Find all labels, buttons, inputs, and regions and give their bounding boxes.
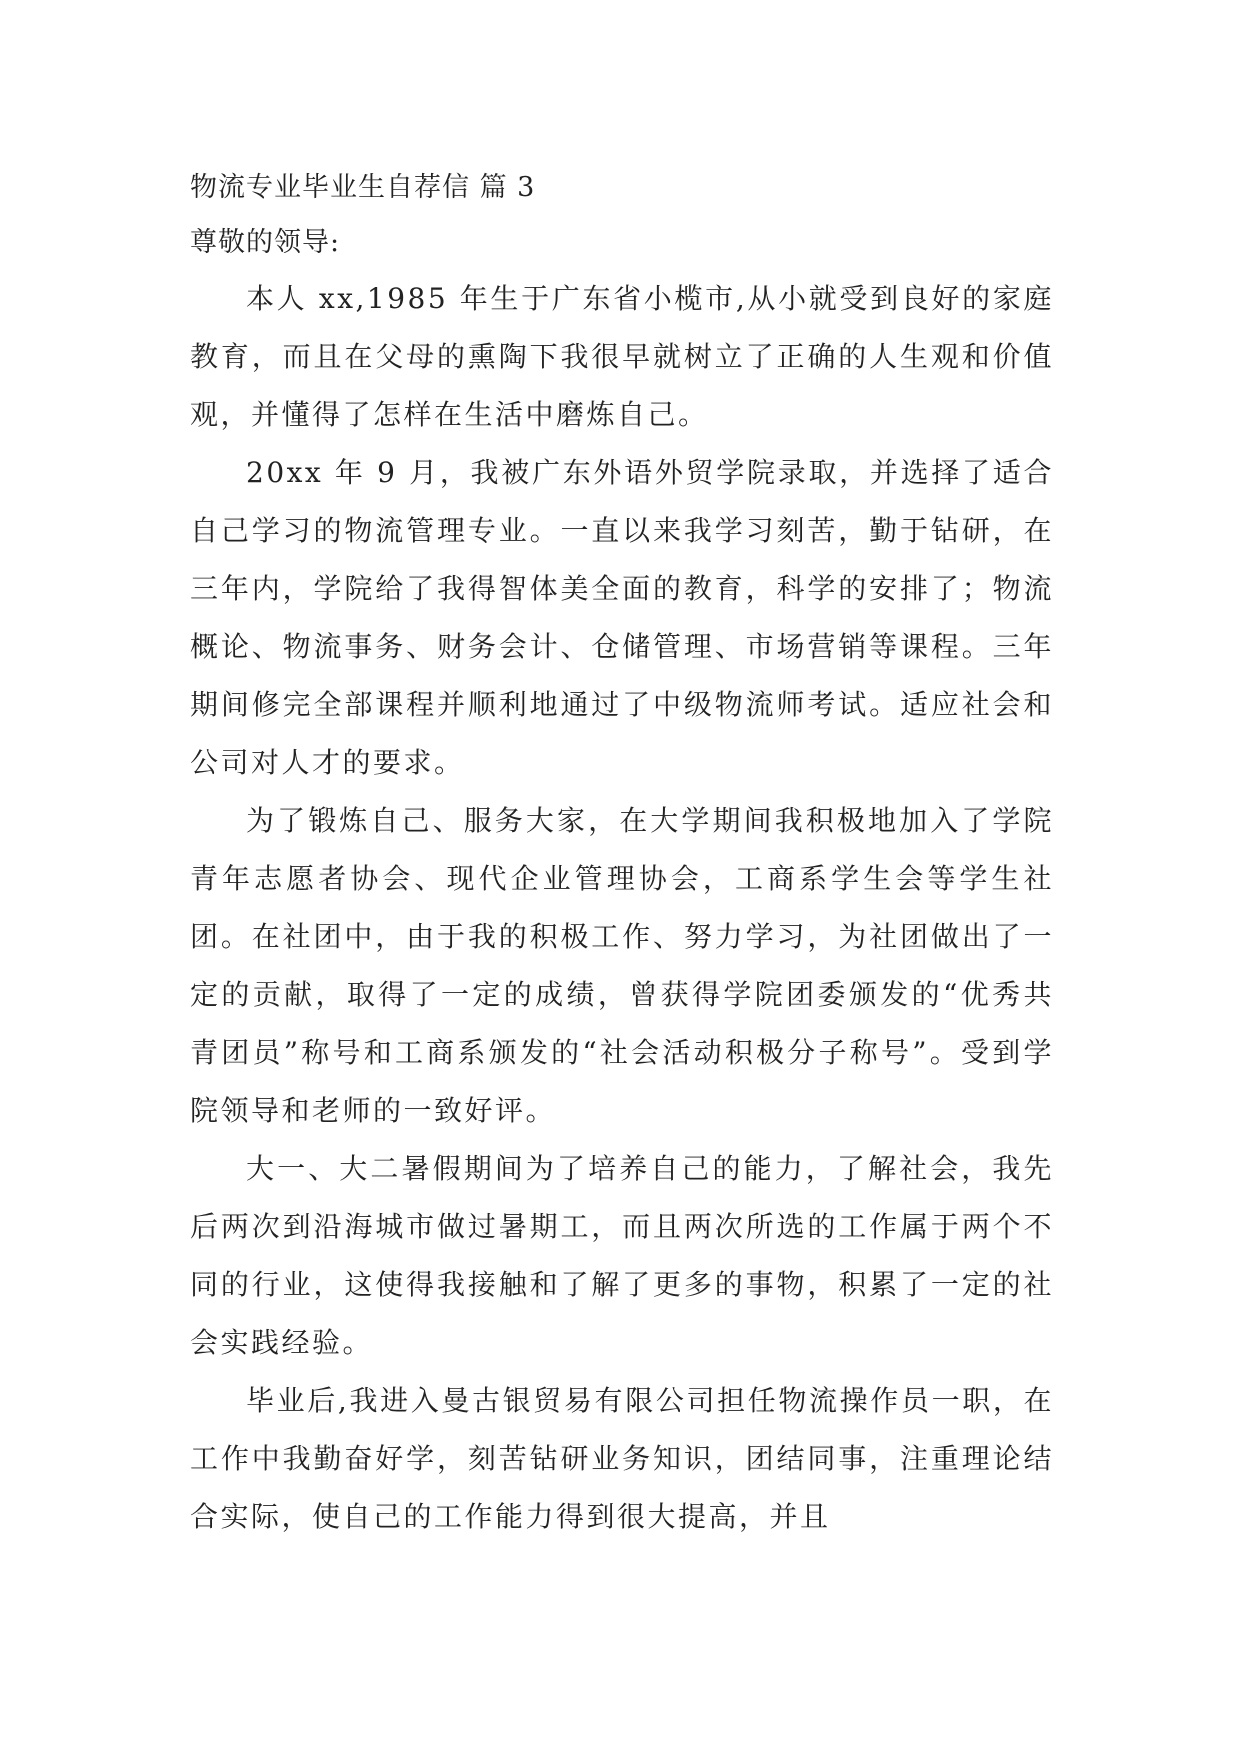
- document-page: [190, 160, 1054, 1546]
- paragraph-summer-work: 大一、大二暑假期间为了培养自己的能力，了解社会，我先后两次到沿海城市做过暑期工，而且两次所选的工作属于两个不同的行业，这使得我接触和了解了更多的事物，积累了一定的社会实践经验。: [190, 1152, 1054, 1359]
- paragraph-intro: 本人 xx,1985 年生于广东省小榄市,从小就受到良好的家庭教育，而且在父母的熏陶下我很早就树立了正确的人生观和价值观，并懂得了怎样在生活中磨炼自己。: [190, 282, 1054, 431]
- paragraph-employment: 毕业后,我进入曼古银贸易有限公司担任物流操作员一职，在工作中我勤奋好学，刻苦钻研业务知识，团结同事，注重理论结合实际，使自己的工作能力得到很大提高，并且: [190, 1384, 1054, 1533]
- paragraph-activities: 为了锻炼自己、服务大家，在大学期间我积极地加入了学院青年志愿者协会、现代企业管理协会，工商系学生会等学生社团。在社团中，由于我的积极工作、努力学习，为社团做出了一定的贡献，取得了一定的成绩，曾获得学院团委颁发的“优秀共青团员”称号和工商系颁发的“社会活动积极分子称号”。受到学院领导和老师的一致好评。: [190, 804, 1054, 1127]
- document-title: 物流专业毕业生自荐信 篇 3: [190, 172, 536, 203]
- paragraph-education: 20xx 年 9 月，我被广东外语外贸学院录取，并选择了适合自己学习的物流管理专业。一直以来我学习刻苦，勤于钻研，在三年内，学院给了我得智体美全面的教育，科学的安排了；物流概论、物流事务、财务会计、仓储管理、市场营销等课程。三年期间修完全部课程并顺利地通过了中级物流师考试。适应社会和公司对人才的要求。: [190, 456, 1054, 779]
- salutation: 尊敬的领导:: [190, 227, 341, 258]
